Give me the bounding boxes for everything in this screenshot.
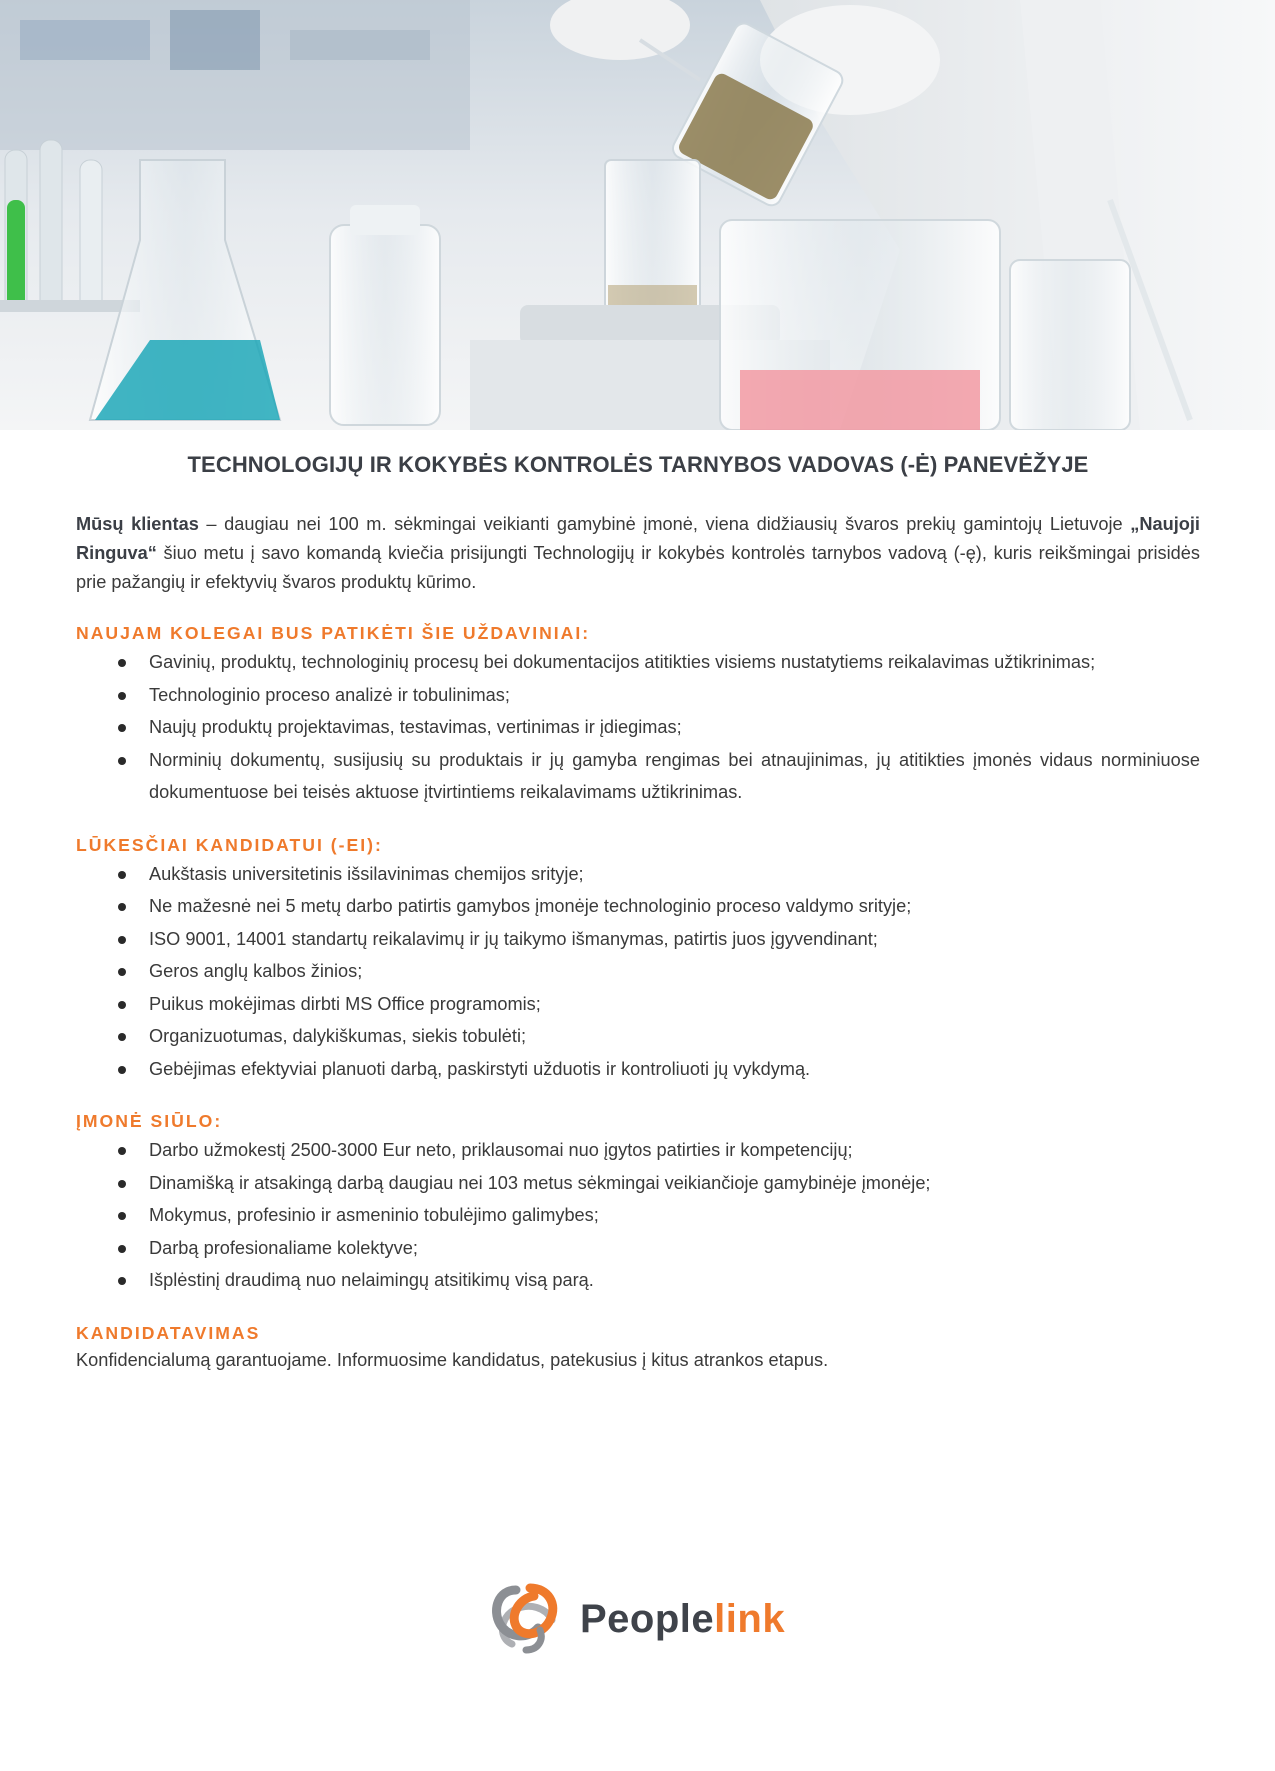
list-item-text: Technologinio proceso analizė ir tobulinimas;	[149, 684, 510, 705]
bullet-icon	[118, 903, 126, 911]
list-item	[76, 955, 1200, 988]
list-item	[76, 1053, 1200, 1086]
bullet-icon	[118, 1212, 126, 1220]
bullet-icon	[118, 936, 126, 944]
list-item-text: Išplėstinį draudimą nuo nelaimingų atsitikimų visą parą.	[149, 1270, 594, 1290]
list-item-text: Organizuotumas, dalykiškumas, siekis tobulėti;	[149, 1026, 527, 1046]
list-item	[76, 858, 1200, 891]
bullet-icon	[118, 659, 126, 667]
list-item-text: Darbą profesionaliame kolektyve;	[149, 1237, 418, 1258]
list-item	[76, 1264, 1200, 1297]
list-item-text: Naujų produktų projektavimas, testavimas, vertinimas ir įdiegimas;	[149, 717, 682, 737]
page-title: TECHNOLOGIJŲ IR KOKYBĖS KONTROLĖS TARNYBOS VADOVAS (-Ė) PANEVĖŽYJE	[187, 452, 1089, 477]
section-heading-expectations: LŪKESČIAI KANDIDATUI (-EI):	[76, 834, 383, 855]
bullet-icon	[118, 724, 126, 732]
bullet-icon	[118, 692, 126, 700]
logo-text-people: People	[580, 1596, 715, 1641]
intro-text-1: – daugiau nei 100 m. sėkmingai veikianti gamybinė įmonė, viena didžiausių švaros prekių gamintojų Lietuvoje	[198, 514, 1131, 534]
list-item-text: ISO 9001, 14001 standartų reikalavimų ir jų taikymo išmanymas, patirtis juos įgyvendinant;	[149, 928, 878, 949]
list-item	[76, 1199, 1200, 1232]
hero-lab-image	[0, 0, 1275, 430]
bullet-icon	[118, 1245, 126, 1253]
peoplelink-mark-icon	[486, 1580, 564, 1658]
list-item-text: Ne mažesnė nei 5 metų darbo patirtis gamybos įmonėje technologinio proceso valdymo srityje;	[149, 896, 912, 916]
list-item	[76, 923, 1200, 956]
list-item-text: Geros anglų kalbos žinios;	[149, 961, 363, 981]
offer-list	[76, 1134, 1200, 1297]
list-item	[76, 744, 1200, 809]
section-heading-offer: ĮMONĖ SIŪLO:	[76, 1111, 223, 1131]
bullet-icon	[118, 757, 126, 765]
list-item-text: Puikus mokėjimas dirbti MS Office programomis;	[149, 993, 541, 1014]
bullet-icon	[118, 1277, 126, 1285]
bullet-icon	[118, 1180, 126, 1188]
list-item-text: Darbo užmokestį 2500-3000 Eur neto, priklausomai nuo įgytos patirties ir kompetencijų;	[149, 1140, 853, 1160]
bullet-icon	[118, 1033, 126, 1041]
list-item	[76, 1167, 1200, 1200]
tasks-list	[76, 646, 1200, 809]
list-item-text: Gavinių, produktų, technologinių procesų bei dokumentacijos atitikties visiems nustatytiems reikalavimas užtikrinimas;	[149, 652, 1096, 672]
list-item-text: Dinamišką ir atsakingą darbą daugiau nei 103 metus sėkmingai veikiančioje gamybinėje įmonėje;	[149, 1172, 931, 1193]
bullet-icon	[118, 1066, 126, 1074]
list-item	[76, 1232, 1200, 1265]
logo-text-link: link	[714, 1596, 786, 1641]
logo-wordmark	[580, 1597, 785, 1642]
list-item	[76, 1134, 1200, 1167]
application-text: Konfidencialumą garantuojame. Informuosime kandidatus, patekusius į kitus atrankos etapus.	[76, 1349, 829, 1370]
list-item	[76, 711, 1200, 744]
section-heading-application: KANDIDATAVIMAS	[76, 1322, 261, 1343]
section-heading-tasks: NAUJAM KOLEGAI BUS PATIKĖTI ŠIE UŽDAVINIAI:	[76, 623, 591, 643]
list-item	[76, 646, 1200, 679]
intro-lead: Mūsų klientas	[76, 514, 199, 534]
list-item	[76, 679, 1200, 712]
lab-illustration	[0, 0, 1275, 430]
bullet-icon	[118, 1147, 126, 1155]
list-item-text: Mokymus, profesinio ir asmeninio tobulėjimo galimybes;	[149, 1205, 599, 1225]
intro-text-2: šiuo metu į savo komandą kviečia prisijungti Technologijų ir kokybės kontrolės tarnybos vadovą (-ę), kuris reikšmingai prisidės prie pažangių ir efektyvių švaros produktų kūrimo.	[76, 543, 1200, 592]
peoplelink-logo	[486, 1579, 785, 1659]
list-item	[76, 890, 1200, 923]
list-item-text: Aukštasis universitetinis išsilavinimas chemijos srityje;	[149, 863, 584, 884]
bullet-icon	[118, 1001, 126, 1009]
expectations-list	[76, 858, 1200, 1086]
company-name: „Naujoji Ringuva“	[76, 514, 1200, 563]
list-item	[76, 1020, 1200, 1053]
list-item-text: Norminių dokumentų, susijusių su produktais ir jų gamyba rengimas bei atnaujinimas, jų atitikties įmonės vidaus norminiuose dokumentuose bei teisės aktuose įtvirtintiems reikalavimams užtikrinimas.	[149, 749, 1200, 802]
bullet-icon	[118, 968, 126, 976]
intro-paragraph	[76, 510, 1200, 597]
list-item	[76, 988, 1200, 1021]
bullet-icon	[118, 871, 126, 879]
job-ad-content	[76, 452, 1200, 1375]
list-item-text: Gebėjimas efektyviai planuoti darbą, paskirstyti užduotis ir kontroliuoti jų vykdymą.	[149, 1058, 811, 1079]
